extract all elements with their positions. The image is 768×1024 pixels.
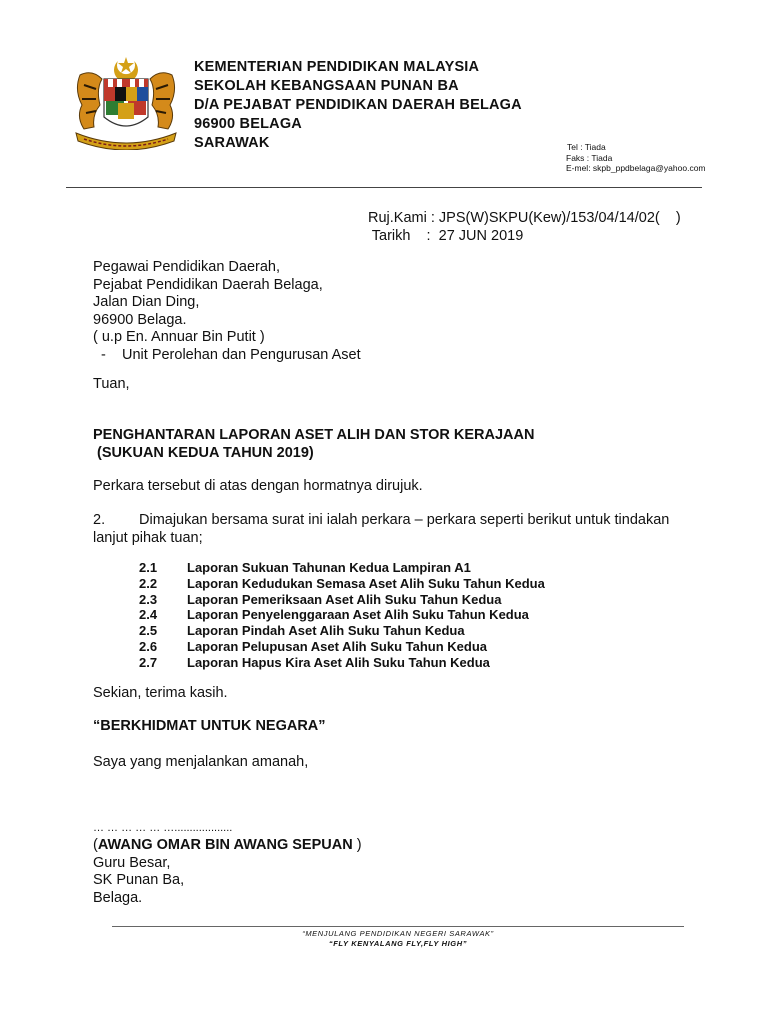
footer: [112, 929, 684, 948]
item-number: 2.7: [139, 654, 158, 670]
item-text: Laporan Pelupusan Aset Alih Suku Tahun Kedua: [187, 638, 487, 654]
letterhead: [194, 58, 522, 153]
motto: “BERKHIDMAT UNTUK NEGARA”: [93, 718, 326, 734]
footer-divider: [112, 926, 684, 927]
item-text: Laporan Kedudukan Semasa Aset Alih Suku Tahun Kedua: [187, 575, 545, 591]
signatory-town: Belaga.: [93, 889, 143, 906]
paragraph-2: [93, 512, 693, 547]
enclosure-list: [139, 560, 545, 671]
contact-faks: Faks : Tiada: [566, 152, 613, 163]
signatory-name: AWANG OMAR BIN AWANG SEPUAN: [97, 837, 353, 853]
signatory-name-line: [93, 837, 362, 855]
item-number: 2.3: [139, 591, 158, 607]
item-text: Laporan Pindah Aset Alih Suku Tahun Kedua: [187, 623, 465, 639]
subject-line: (SUKUAN KEDUA TAHUN 2019): [93, 444, 314, 461]
signature-dots: … … … … … …...................: [93, 822, 233, 834]
school-name: SEKOLAH KEBANGSAAN PUNAN BA: [194, 78, 459, 94]
ministry-name: KEMENTERIAN PENDIDIKAN MALAYSIA: [194, 59, 480, 75]
signature-block: [93, 837, 362, 907]
letter-subject: [93, 427, 534, 462]
item-number: 2.2: [139, 575, 158, 591]
list-item: [139, 592, 545, 608]
list-item: [139, 623, 545, 639]
recipient-address: [93, 259, 361, 364]
recipient-line: Pegawai Pendidikan Daerah,: [93, 259, 281, 275]
item-number: 2.5: [139, 623, 158, 639]
footer-slogan: “MENJULANG PENDIDIKAN NEGERI SARAWAK”: [302, 929, 494, 938]
contact-block: [566, 142, 706, 174]
reference-block: [368, 209, 681, 245]
recipient-unit: - Unit Perolehan dan Pengurusan Aset: [93, 346, 361, 363]
list-item: [139, 607, 545, 623]
item-number: 2.1: [139, 560, 158, 575]
item-text: Laporan Sukuan Tahunan Kedua Lampiran A1: [187, 560, 471, 575]
paragraph-text: Dimajukan bersama surat ini ialah perkara – perkara seperti berikut untuk tindakan lanjut pihak tuan;: [93, 512, 670, 546]
subject-line: PENGHANTARAN LAPORAN ASET ALIH DAN STOR KERAJAAN: [93, 427, 535, 443]
signatory-school: SK Punan Ba,: [93, 872, 185, 888]
recipient-attention: ( u.p En. Annuar Bin Putit ): [93, 329, 265, 345]
item-text: Laporan Pemeriksaan Aset Alih Suku Tahun Kedua: [187, 591, 502, 607]
list-item: [139, 639, 545, 655]
amanah-line: Saya yang menjalankan amanah,: [93, 754, 309, 770]
recipient-line: 96900 Belaga.: [93, 311, 187, 328]
school-postcode: 96900 BELAGA: [194, 116, 302, 132]
header-divider: [66, 187, 702, 188]
item-text: Laporan Hapus Kira Aset Alih Suku Tahun Kedua: [187, 654, 490, 670]
school-state: SARAWAK: [194, 135, 270, 151]
paragraph-1: Perkara tersebut di atas dengan hormatnya dirujuk.: [93, 478, 423, 494]
list-item: [139, 655, 545, 671]
item-number: 2.4: [139, 607, 158, 623]
contact-tel: Tel : Tiada: [567, 142, 606, 152]
reference-number: Ruj.Kami : JPS(W)SKPU(Kew)/153/04/14/02( ): [368, 210, 681, 226]
salutation: Tuan,: [93, 376, 130, 392]
letter-date: Tarikh : 27 JUN 2019: [368, 228, 524, 244]
signatory-title: Guru Besar,: [93, 854, 171, 871]
recipient-line: Pejabat Pendidikan Daerah Belaga,: [93, 276, 323, 293]
school-address-line: D/A PEJABAT PENDIDIKAN DAERAH BELAGA: [194, 97, 522, 113]
paren-open: (: [93, 837, 98, 853]
contact-email: E-mel: skpb_ppdbelaga@yahoo.com: [566, 163, 706, 173]
closing-remark: Sekian, terima kasih.: [93, 685, 228, 701]
paragraph-number: 2.: [93, 512, 106, 528]
recipient-line: Jalan Dian Ding,: [93, 294, 200, 310]
coat-of-arms-logo: [70, 55, 182, 150]
item-text: Laporan Penyelenggaraan Aset Alih Suku Tahun Kedua: [187, 607, 529, 623]
paren-close: ): [352, 837, 362, 853]
list-item: [139, 560, 545, 576]
footer-tagline: “FLY KENYALANG FLY,FLY HIGH”: [328, 938, 468, 948]
list-item: [139, 576, 545, 592]
item-number: 2.6: [139, 638, 158, 654]
